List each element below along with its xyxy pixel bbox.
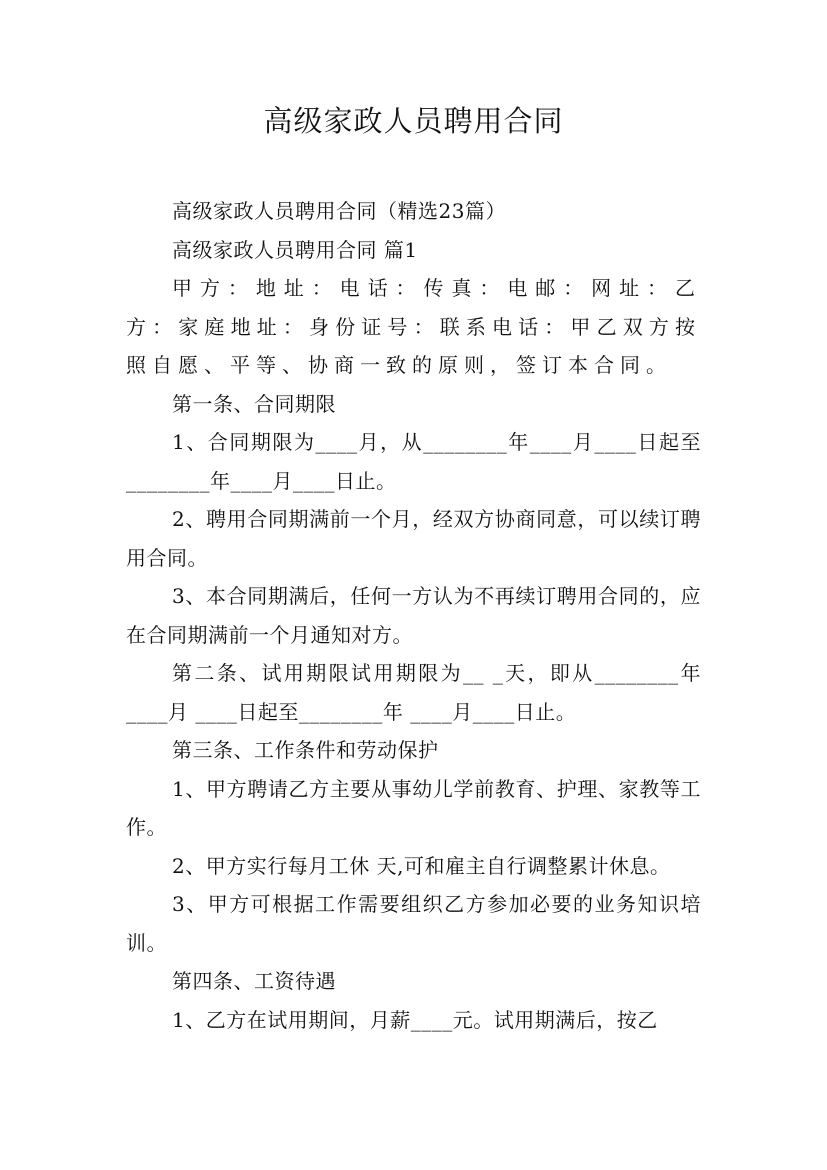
paragraph-article-4-heading: 第四条、工资待遇: [172, 969, 336, 993]
paragraph-article-4-item-1: 1、乙方在试用期间，月薪____元。试用期满后，按乙: [172, 1007, 658, 1032]
paragraph-article-3-item-1: 1、甲方聘请乙方主要从事幼儿学前教育、护理、家教等工作。: [126, 776, 701, 839]
paragraph-section-heading: 高级家政人员聘用合同 篇1: [172, 237, 418, 262]
document-title: 高级家政人员聘用合同: [263, 104, 564, 138]
paragraph-article-3-heading: 第三条、工作条件和劳动保护: [172, 738, 439, 762]
paragraph-article-1-item-3: 3、本合同期满后，任何一方认为不再续订聘用合同的，应在合同期满前一个月通知对方。: [126, 584, 701, 647]
paragraph-parties: 甲方：地址：电话：传真：电邮：网址：乙方：家庭地址：身份证号：联系电话：甲乙双方按照自愿、平等、协商一致的原则，签订本合同。: [126, 276, 701, 377]
paragraph-article-2: 第二条、试用期限试用期限为__ _天，即从________年____月 ____日起至________年 ____月____日止。: [126, 661, 701, 724]
paragraph-subtitle: 高级家政人员聘用合同（精选23篇）: [172, 199, 506, 223]
paragraph-article-1-item-2: 2、聘用合同期满前一个月，经双方协商同意，可以续订聘用合同。: [126, 507, 701, 570]
document-body: [126, 192, 701, 1039]
paragraph-article-1-item-1: 1、合同期限为____月，从________年____月____日起至________年____月____日止。: [126, 430, 701, 493]
paragraph-article-1-heading: 第一条、合同期限: [172, 391, 336, 416]
paragraph-article-3-item-2: 2、甲方实行每月工休 天,可和雇主自行调整累计休息。: [172, 853, 671, 878]
paragraph-article-3-item-3: 3、甲方可根据工作需要组织乙方参加必要的业务知识培训。: [126, 892, 701, 955]
